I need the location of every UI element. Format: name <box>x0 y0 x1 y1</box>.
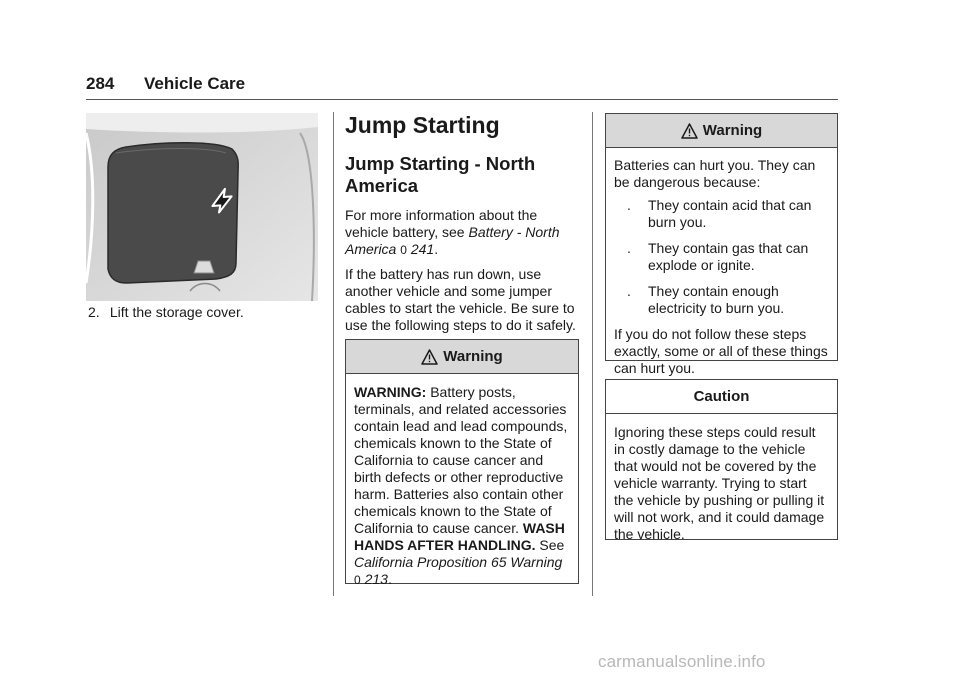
page-number: 284 <box>86 74 115 93</box>
wash-hands-text: WASH HANDS AFTER HANDLING. <box>354 520 565 553</box>
warning-triangle-icon <box>421 349 438 365</box>
warning-intro: Batteries can hurt you. They can be dangerous because: <box>614 157 816 190</box>
page-header <box>86 72 838 100</box>
period: . <box>434 241 439 257</box>
see-text: See <box>539 537 565 553</box>
warning-box-body <box>606 148 837 389</box>
warning-box-body <box>346 374 578 595</box>
warning-box-batteries <box>605 113 838 376</box>
page-reference-number[interactable]: 241 <box>410 241 435 257</box>
warning-label: WARNING: <box>354 384 427 400</box>
bullet-marker: . <box>627 197 631 213</box>
bullet-marker: . <box>627 240 631 256</box>
warning-box-header <box>346 340 578 374</box>
watermark: carmanualsonline.info <box>598 652 766 671</box>
page-reference-icon: 0 <box>354 573 361 587</box>
caution-box-body: Ignoring these steps could result in costly damage to the vehicle that would not be covered by the vehicle warranty. Trying to start the vehicle by pushing or pulling it will not work, and it could damage the vehicle. <box>614 424 825 542</box>
bullet-text: They contain acid that can burn you. <box>648 197 812 230</box>
middle-column <box>345 111 580 341</box>
warning-bullet-list <box>614 197 829 317</box>
warning-box-header <box>606 114 837 148</box>
paragraph-run-down: If the battery has run down, use another vehicle and some jumper cables to start the vehicle. Be sure to use the following steps to do it safely. <box>345 266 576 333</box>
storage-cover-drawing <box>86 113 318 301</box>
bullet-text: They contain gas that can explode or ignite. <box>648 240 809 273</box>
step-text: Lift the storage cover. <box>109 304 244 320</box>
battery-north-america-link[interactable]: Battery - North America <box>345 224 560 257</box>
heading-jump-starting: Jump Starting <box>345 112 500 138</box>
step-2 <box>86 304 318 321</box>
warning-title: Warning <box>443 348 503 365</box>
heading-jump-starting-north-america: Jump Starting - North America <box>345 153 536 196</box>
caution-box <box>605 379 838 540</box>
list-item <box>614 197 829 231</box>
page-reference-number[interactable]: 213 <box>364 571 388 587</box>
list-item <box>614 240 829 274</box>
caution-box-header <box>606 380 837 414</box>
caution-title: Caution <box>693 388 750 405</box>
warning-triangle-icon <box>681 123 698 139</box>
column-divider-right <box>592 112 593 596</box>
warning-outro: If you do not follow these steps exactly, some or all of these things can hurt you. <box>614 326 828 376</box>
bullet-text: They contain enough electricity to burn you. <box>648 283 785 316</box>
bullet-marker: . <box>627 283 631 299</box>
section-title: Vehicle Care <box>144 74 246 93</box>
period: . <box>387 571 392 587</box>
page-reference-icon: 0 <box>400 243 407 257</box>
warning-title: Warning <box>702 122 763 139</box>
list-item <box>614 283 829 317</box>
california-prop-65-link[interactable]: California Proposition 65 Warning <box>354 554 563 570</box>
paragraph-text: For more information about the vehicle battery, see <box>345 207 538 240</box>
step-number: 2. <box>88 304 100 320</box>
warning-box-california <box>345 339 579 587</box>
paragraph-battery-reference <box>345 207 580 259</box>
storage-cover-illustration <box>86 113 318 301</box>
column-divider-left <box>333 112 334 596</box>
warning-text: Battery posts, terminals, and related accessories contain lead and lead compounds, chemicals known to the State of California to cause cancer and birth defects or other reproductive harm. Batteries also contain other chemicals known to the State of California to cause cancer. <box>354 384 568 536</box>
